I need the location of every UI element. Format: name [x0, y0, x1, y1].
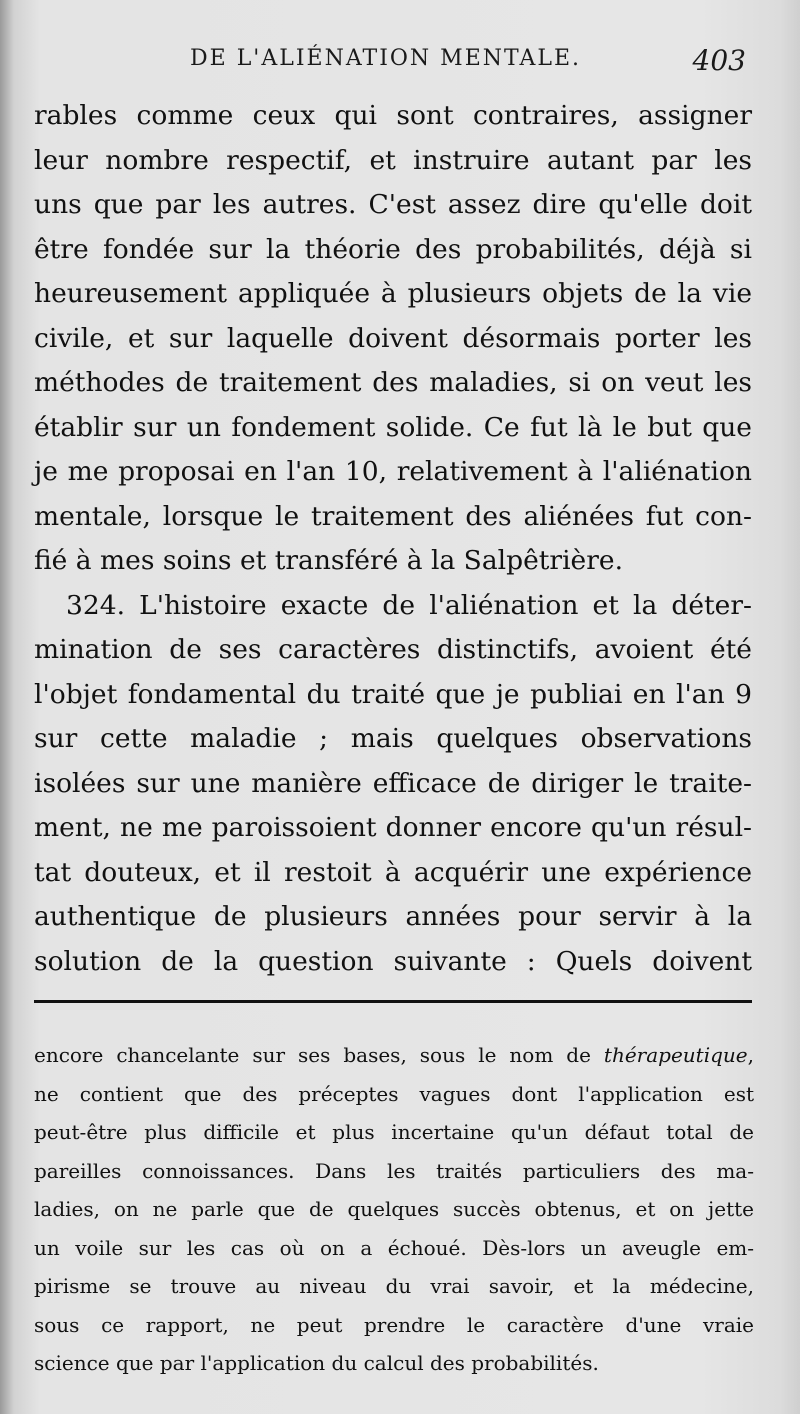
footnote-line: ladies, on ne parle que de quelques succès obtenus, et on jette	[34, 1197, 754, 1221]
footnote-line: un voile sur les cas où on a échoué. Dès-lors un aveugle em-	[34, 1235, 754, 1260]
footnote-line	[34, 1036, 754, 1075]
footnote-punct: ,	[747, 1043, 754, 1067]
footnote-rule	[34, 1000, 752, 1003]
text-line: l'objet fondamental du traité que je publiai en l'an 9	[34, 678, 752, 710]
footnote-line: sous ce rapport, ne peut prendre le caractère d'une vraie	[34, 1312, 754, 1337]
text-line: solution de la question suivante : Quels doivent	[34, 945, 752, 977]
text-line: leur nombre respectif, et instruire autant par les	[34, 144, 752, 176]
text-line: uns que par les autres. C'est assez dire qu'elle doit	[34, 189, 752, 220]
paragraph-324-start: 324. L'histoire exacte de l'aliénation et la déter-	[66, 589, 752, 621]
running-title: DE L'ALIÉNATION MENTALE.	[190, 46, 582, 71]
text-line: sur cette maladie ; mais quelques observations	[34, 723, 752, 754]
text-line: établir sur un fondement solide. Ce fut là le but que	[34, 411, 752, 443]
footnote-line: peut-être plus difficile et plus incertaine qu'un défaut total de	[34, 1120, 754, 1144]
text-line: heureusement appliquée à plusieurs objets de la vie	[34, 278, 752, 309]
text-line: je me proposai en l'an 10, relativement à l'aliénation	[34, 456, 752, 487]
text-line: tat douteux, et il restoit à acquérir une expérience	[34, 856, 752, 888]
page-number: 403	[692, 44, 746, 77]
text-line: être fondée sur la théorie des probabilités, déjà si	[34, 233, 752, 265]
text-line: méthodes de traitement des maladies, si on veut les	[34, 367, 752, 398]
text-line: fié à mes soins et transféré à la Salpêtrière.	[34, 545, 624, 576]
text-line: civile, et sur laquelle doivent désormais porter les	[34, 322, 752, 354]
footnote-line: pirisme se trouve au niveau du vrai savoir, et la médecine,	[34, 1274, 754, 1298]
text-line: isolées sur une manière efficace de diriger le traite-	[34, 767, 752, 799]
main-text	[34, 94, 752, 984]
footnote-italic-term: thérapeutique	[603, 1043, 748, 1067]
footnote-text: encore chancelante sur ses bases, sous le nom de	[34, 1043, 604, 1067]
text-line: mination de ses caractères distinctifs, avoient été	[34, 634, 752, 665]
page-header	[30, 42, 760, 82]
text-line: ment, ne me paroissoient donner encore qu'un résul-	[34, 812, 752, 843]
text-line: rables comme ceux qui sont contraires, assigner	[34, 100, 752, 131]
footnote-line: pareilles connoissances. Dans les traités particuliers des ma-	[34, 1158, 754, 1183]
footnote-line: science que par l'application du calcul des probabilités.	[34, 1351, 599, 1375]
text-line: mentale, lorsque le traitement des aliénées fut con-	[34, 500, 752, 532]
text-line: authentique de plusieurs années pour servir à la	[34, 901, 752, 932]
footnote	[34, 1036, 754, 1383]
footnote-line: ne contient que des préceptes vagues dont l'application est	[34, 1081, 754, 1106]
